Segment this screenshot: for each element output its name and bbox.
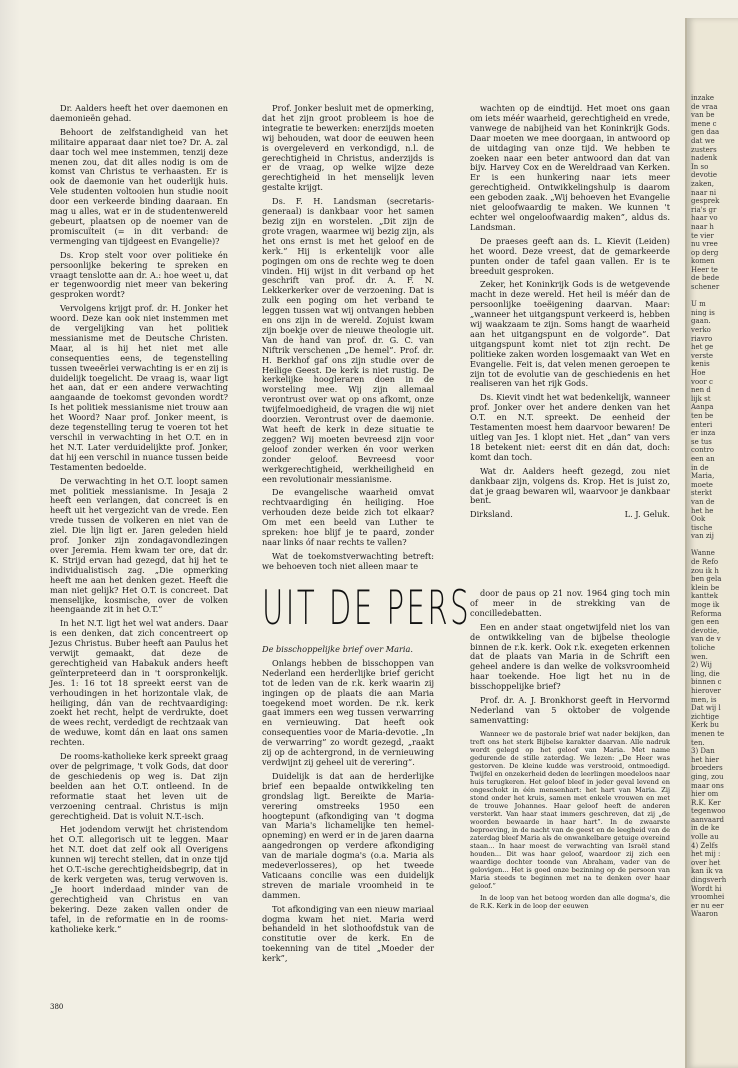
adjacent-page-line: gen een — [691, 618, 720, 627]
adjacent-page-line: zichtige — [691, 712, 720, 721]
adjacent-page-line: het he — [691, 506, 714, 515]
paragraph: Een en ander staat ongetwijfeld niet los van de ontwikkeling van de bijbelse theologie binnen de r.k. kerk. Ook r.k. exegeten erkennen dat de plaats van Maria in de Schrift een geheel andere is dan welke de volksvroomheid haar toekende. Hoe ligt het nu in de bisschoppelijke brief? — [470, 621, 670, 692]
adjacent-page-line: maar ons — [691, 781, 724, 790]
adjacent-page-line: naar ni — [691, 188, 717, 197]
adjacent-page-line: mene c — [691, 119, 717, 128]
adjacent-page-line: verko — [691, 326, 711, 335]
adjacent-page-line: van de v — [691, 635, 721, 644]
paragraph: De rooms-katholieke kerk spreekt graag over de pelgrimage, 't volk Gods, dat door de geschiedenis op weg is. Dat zijn beelden aan het O.T. ontleend. In de reformatie staat het leven uit de verzoening centraal. Christus is mijn gerechtigheid. Dat is voluit N.T.-isch. — [50, 751, 228, 821]
paragraph: De praeses geeft aan ds. L. Kievit (Leiden) het woord. Deze vreest, dat de gemarkeerde punten onder de tafel gaan vallen. Er is te breeduit gesproken. — [470, 235, 670, 276]
adjacent-page-line: ria's gr — [691, 205, 717, 214]
adjacent-page-line: moete — [691, 480, 713, 489]
paragraph: Prof. Jonker besluit met de opmerking, dat het zijn groot probleem is hoe de integratie te bewerken: enerzijds moeten wij behouden, wat door de eeuwen heen is overgeleverd en verkondigd, n.l. de gerechtigheid in Christus, anderzijds is er de vraag, op welke wijze deze gerechtigheid in het menselijk leven gestalte krijgt. — [262, 103, 434, 193]
adjacent-page-line: verste — [691, 351, 713, 360]
adjacent-page-line: zou ik h — [691, 566, 719, 575]
adjacent-page-line: van be — [691, 111, 715, 120]
adjacent-page-line: ten be — [691, 411, 714, 420]
adjacent-page-line: komen — [691, 257, 715, 266]
adjacent-page-line: kan ik va — [691, 867, 723, 876]
author-signature — [470, 510, 670, 520]
paragraph: Dr. Aalders heeft het over daemonen en daemonieën gehad. — [50, 103, 228, 123]
adjacent-page-line: kanttek — [691, 592, 718, 601]
adjacent-page-line: er inza — [691, 429, 716, 438]
paragraph: Zeker, het Koninkrijk Gods is de wetgevende macht in deze wereld. Het heil is méér dan de persoonlijke toeëigening daarvan. Maar: „wanneer het uitgangspunt verkeerd is, hebben wij waakzaam te zijn. Soms hangt de waarheid aan het uitgangspunt en de volgorde”. Dat uitgangspunt komt niet tot zijn recht. De politieke zaken worden losgemaakt van Wet en Evangelie. Feit is, dat velen menen geroepen te zijn tot de evolutie van de geschiedenis en het realiseren van het rijk Gods. — [470, 279, 670, 389]
adjacent-page-line: Dat wij l — [691, 704, 721, 713]
adjacent-page-line: er nu eer — [691, 901, 724, 910]
adjacent-page-line: naar h — [691, 222, 714, 231]
adjacent-page-line: van zij — [691, 532, 714, 541]
paragraph: In het N.T. ligt het wel wat anders. Daar is een denken, dat zich concentreert op Jezus Christus. Buber heeft aan Paulus het verwijt gemaakt, dat deze de gerechtigheid van Habakuk anders heeft geïnterpreteerd dan in 't oorspronkelijk. Jes. 1: 16 tot 18 spreekt eerst van de verhoudingen in het horizontale vlak, de heiliging, dán van de rechtvaardiging: zoekt het recht, helpt de verdrukte, doet de wees recht, verdedigt de rechtzaak van de weduwe, komt dán en laat ons samen rechten. — [50, 618, 228, 748]
adjacent-page-line: gen daa — [691, 128, 720, 137]
binding-gutter — [0, 0, 20, 1068]
adjacent-page-line: moge ik — [691, 601, 720, 610]
adjacent-page-line: tische — [691, 523, 713, 532]
adjacent-page-line: kenis — [691, 360, 710, 369]
adjacent-page-line — [687, 541, 738, 550]
adjacent-page-line: een an — [691, 454, 715, 463]
paragraph: Prof. dr. A. J. Bronkhorst geeft in Hervormd Nederland van 5 oktober de volgende samenvatting: — [470, 695, 670, 725]
adjacent-page-line: Maria, — [691, 472, 715, 481]
adjacent-page-line: toliche — [691, 644, 716, 652]
adjacent-page-line: 3) Dan — [691, 747, 715, 756]
adjacent-page-line: haar vo — [691, 214, 718, 223]
adjacent-page-line: het mij : — [691, 850, 721, 859]
quoted-passage: Wanneer we de pastorale brief wat nader bekijken, dan treft ons het sterk Bijbelse karakter daarvan. Alle nadruk wordt gelegd op het geloof van Maria. Met name gedurende de stille zaterdag. We lezen: „De Heer was gestorven. De kleine kudde was verstrooid, ontmoedigd. Twijfel en onzekerheid deden de leerlingen moedeloos naar huis terugkeren. Het geloof bleef in jeder geval levend en ongeschokt in één mensenhart: het hart van Maria. Zij stond onder het kruis, samen met enkele vrouwen en met de trouwe Johannes. Haar geloof heeft de anderen versterkt. Van haar staat immers geschreven, dat zij „de woorden bewaarde in haar hart”. In de zwaarste beproeving, in de nacht van de geest en de leegheid van de zaterdag bleef Maria als de onwankelbare getuige overeind staan... In haar moest de verwachting van Israël stand houden... Dit was haar geloof, waardoor zij zich een waardige dochter toonde van Abraham, vader van de gelovigen... Het is goed onze bezinning op de persoon van Maria steeds te beginnen met na te denken over haar geloof.” — [470, 729, 670, 890]
adjacent-page-line: menen te — [691, 729, 725, 738]
adjacent-page-line: riavro — [691, 334, 713, 343]
signature-name: L. J. Geluk. — [624, 509, 670, 520]
adjacent-page-line: binnen c — [691, 678, 722, 687]
adjacent-page-line: nen d — [691, 386, 711, 395]
adjacent-page-line: Heer te — [691, 265, 718, 274]
adjacent-page-line: Kerk bu — [691, 721, 719, 730]
text-column-3 — [470, 104, 670, 524]
paragraph: Onlangs hebben de bisschoppen van Nederland een herderlijke brief gericht tot de leden van de r.k. kerk waarin zij ingingen op de plaats die aan Maria toegekend moet worden. De r.k. kerk gaat immers een weg tussen verwarring en vernieuwing. Dat heeft ook consequenties voor de Maria-devotie. „In de verwarring” zo wordt gezegd, „raakt zij op de achtergrond, in de vernieuwing verdwijnt zij geheel uit de verering”. — [262, 657, 434, 767]
adjacent-page-line: het hier — [691, 755, 719, 764]
adjacent-page-line: de bede — [691, 274, 720, 283]
paragraph: Tot afkondiging van een nieuw mariaal dogma kwam het niet. Maria werd behandeld in het slothoofdstuk van de constitutie over de kerk. En de toekenning van de titel „Moeder der kerk”, — [262, 903, 434, 964]
adjacent-page-line: 2) Wij — [691, 661, 712, 670]
adjacent-page-line: Wordt hi — [691, 884, 722, 893]
adjacent-page-line: over het — [691, 858, 721, 867]
adjacent-page-line: de Refo — [691, 558, 719, 567]
adjacent-page-line: gesprek — [691, 197, 720, 206]
paragraph: Het jodendom verwijt het christendom het O.T. allegorisch uit te leggen. Maar het N.T. doet dat zelf ook all Overigens kunnen wij terecht stellen, dat in onze tijd het O.T.-ische gerechtigheidsbegrip, dat in de kerk vergeten was, terug verwoven is. „Je hoort inderdaad minder van de gerechtigheid van Christus en van bekering. Deze zaken vallen onder de tafel, in de reformatie en in de rooms-katholieke kerk.” — [50, 824, 228, 934]
adjacent-page-line: ten. — [691, 738, 705, 747]
adjacent-page-line: zaken, — [691, 179, 714, 188]
adjacent-page-line: ben gela — [691, 575, 722, 584]
adjacent-page-line: Aanpa — [691, 403, 714, 412]
adjacent-page-line: Ook — [691, 515, 706, 524]
adjacent-page-line: ning is — [691, 308, 715, 317]
adjacent-page-line: lijk st — [691, 394, 711, 403]
adjacent-page-line: U m — [691, 300, 706, 309]
paragraph: Behoort de zelfstandigheid van het militaire apparaat daar niet toe? Dr. A. zal daar toch wel mee instemmen, tenzij deze menen zou, dat dit alles nodig is om de komst van Christus te verhaasten. Er is ook de daemonie van het ouderlijk huis. Vele studenten voltooien hun studie nooit door een verkeerde binding daaraan. En mag u alles, wat er in de studentenwereld gebeurt, plaatsen op de noemer van de promiscuïteit (= in dit verband: de vermenging van tijdgeest en Evangelie)? — [50, 126, 228, 246]
adjacent-page-line: ging, zou — [691, 772, 724, 781]
paragraph: Wat dr. Aalders heeft gezegd, zou niet dankbaar zijn, volgens ds. Krop. Het is juist zo, dat je graag bewaren wil, waarvoor je dankbaar bent. — [470, 465, 670, 506]
adjacent-page-line: R.K. Ker — [691, 798, 721, 807]
adjacent-page-line: 4) Zelfs — [691, 841, 718, 850]
adjacent-page-line: enteri — [691, 420, 713, 429]
adjacent-page-line: te vier — [691, 231, 714, 240]
adjacent-page-line: zusters — [691, 145, 717, 154]
paragraph: Ds. F. H. Landsman (secretaris-generaal) is dankbaar voor het samen bezig zijn en worstelen. „Dit zijn de grote vragen, waarmee wij bezig zijn, als het ons ernst is met het geloof en de kerk.” Hij is erkentelijk voor alle pogingen om ons de rechte weg te doen vinden. Hij wijst in dit verband op het geschrift van prof. dr. A. F. N. Lekkerkerker over de verzoening. Dat is zulk een poging om het verband te leggen tussen wat wij ontvangen hebben en ons zijn in de wereld. Zojuist kwam zijn boekje over de nieuwe theologie uit. Van de hand van prof. dr. G. C. van Niftrik verschenen „De hemel”. Prof. dr. H. Berkhof gaf ons zijn studie over de Heilige Geest. De kerk is niet rustig. De kerkelijke hoogleraren doen in de worsteling mee. Wij zijn allemaal verontrust over wat op ons afkomt, onze twijfelmoedigheid, de vragen die wij niet doorzien. Verontrust over de daemonie. Wat heeft de kerk in deze situatie te zeggen? Wij moeten bevreesd zijn voor geloof zonder werken én voor werken zonder geloof. Bevreesd voor werkgerechtigheid, werkheiligheid en een revolutionair messianisme. — [262, 196, 434, 484]
adjacent-page-line — [687, 292, 738, 301]
adjacent-page-line: inzake — [691, 94, 714, 102]
text-column-2 — [262, 104, 434, 576]
adjacent-page-line: volle au — [691, 833, 719, 842]
paragraph: Wat de toekomstverwachting betreft: we behoeven toch niet alleen maar te — [262, 550, 434, 571]
adjacent-page-line: op derg — [691, 248, 719, 257]
text-column-1 — [50, 104, 228, 938]
adjacent-page-line: klein be — [691, 583, 720, 592]
adjacent-page-line: voor c — [691, 377, 713, 386]
adjacent-page-line: ling, die — [691, 669, 720, 678]
adjacent-page-line: Waaron — [691, 910, 719, 919]
paragraph: Duidelijk is dat aan de herderlijke brief een bepaalde ontwikkeling ten grondslag ligt. Bereikte de Maria-verering omstreeks 1950 een hoogtepunt (afkondiging van 't dogma van Maria's lichamelijke ten hemel-opneming) en werd er in de jaren daarna aangedrongen op verdere afkondiging van de mariale dogma's (o.a. Maria als medeverlosseres), op het tweede Vaticaans concilie was een duidelijk streven de mariale vroomheid in te dammen. — [262, 770, 434, 900]
page-number: 380 — [50, 1003, 64, 1011]
paragraph: De verwachting in het O.T. loopt samen met politiek messianisme. In Jesaja 2 heeft een verlangen, dat concreet is en heeft uit het vergezicht van de vrede. Een vrede tussen de volkeren en niet van de ziel. Die lijn ligt er. Jaren geleden hield prof. Jonker zijn zondagavondlezingen over Jeremia. Hem kwam ter ore, dat dr. K. Strijd ervan had gezegd, dat hij het te individualistisch zag. „Die opmerking heeft me aan het denken gezet. Heeft die man niet gelijk? Het O.T. is concreet. Dat menselijke, kosmische, over de volken heengaande zit in het O.T.” — [50, 475, 228, 615]
paragraph: De evangelische waarheid omvat rechtvaardiging én heiliging. Hoe verhouden deze beide zich tot elkaar? Om met een beeld van Luther te spreken: hoe blijf je te paard, zonder naar links óf naar rechts te vallen? — [262, 487, 434, 547]
adjacent-page-line: aanvaard — [691, 815, 724, 824]
adjacent-page-line: hier om — [691, 790, 719, 799]
adjacent-page-line: tegenwoo — [691, 807, 726, 816]
adjacent-page-line: de vraa — [691, 102, 718, 111]
paragraph: Ds. Kievit vindt het wat bedenkelijk, wanneer prof. Jonker over het andere denken van het O.T. en N.T. spreekt. De eenheid der Testamenten moest hem daarvoor bewaren! De uitleg van Jes. 1 klopt niet. Het „dan” van vers 18 betekent niet: eerst dit en dán dat, doch: komt dan toch. — [470, 392, 670, 462]
adjacent-page-line: gaan. — [691, 317, 711, 326]
adjacent-page-line: sterkt — [691, 489, 712, 498]
adjacent-page-line: devotie — [691, 171, 717, 180]
adjacent-page-line: nu vree — [691, 240, 718, 249]
adjacent-page-line: dingsverh — [691, 876, 727, 885]
adjacent-page-line: Hoe — [691, 369, 706, 377]
section-subheading: De bisschoppelijke brief over Maria. — [262, 644, 414, 654]
paragraph: Ds. Krop stelt voor over politieke én persoonlijke bekering te spreken en vraagt tenslotte aan dr. A.: hoe weet u, dat er tegenwoordig niet meer van bekering gesproken wordt? — [50, 249, 228, 300]
paragraph: Vervolgens krijgt prof. dr. H. Jonker het woord. Deze kan ook niet instemmen met de vergelijking van het politiek messianisme met de Deutsche Christen. Maar, al is hij het niet met alle consequenties eens, de tegenstelling tussen tweeërlei verwachting is er en zij is duidelijk toegelicht. De vraag is, waar ligt het aan, dat er een andere verwachting aangaande de toekomst gevonden wordt? Is het politiek messianisme niet trouw aan het Woord? Naar prof. Jonker meent, is deze tegenstelling terug te voeren tot het verschil in verwachting in het O.T. en in het N.T. Later verduidelijkte prof. Jonker, dat hij een verschil in nuance tussen beide Testamenten bedoelde. — [50, 303, 228, 472]
adjacent-page-line: Wanne — [691, 549, 715, 558]
paragraph: wachten op de eindtijd. Het moet ons gaan om iets méér waarheid, gerechtigheid en vrede, vanwege de nabijheid van het Koninkrijk Gods. Daar moeten we mee doorgaan, in antwoord op de uitdaging van onze tijd. We hebben te zoeken naar een beter antwoord dan dat van bijv. Harvey Cox en de Wereldraad van Kerken. Er is een hunkering naar iets meer gerechtigheid. Ontwikkelingshulp is daarom een geboden zaak. „Wij behoeven het Evangelie niet geloofwaardig te maken. We kunnen 't echter wel ongeloofwaardig maken”, aldus ds. Landsman. — [470, 103, 670, 232]
section-masthead: UIT DE PERS — [262, 581, 472, 636]
adjacent-page-line: broeders — [691, 764, 723, 773]
paragraph: door de paus op 21 nov. 1964 ging toch min of meer in de strekking van de concilledebatten. — [470, 588, 670, 618]
adjacent-page-line: contro — [691, 446, 715, 455]
adjacent-page-line: het ge — [691, 343, 714, 352]
adjacent-page-line: van de — [691, 497, 715, 506]
adjacent-page-line: dat we — [691, 136, 715, 145]
adjacent-page-line: nadenk — [691, 154, 718, 163]
adjacent-page-line: devotie, — [691, 626, 720, 635]
adjacent-page-edge — [685, 18, 738, 1068]
adjacent-page-line: men, is — [691, 695, 717, 704]
adjacent-page-line: wen. — [691, 652, 708, 661]
adjacent-page-line: in de — [691, 463, 709, 472]
paragraph: In de loop van het betoog worden dan alle dogma's, die de R.K. Kerk in de loop der eeuwen — [470, 893, 670, 910]
adjacent-page-line: hierover — [691, 686, 721, 695]
adjacent-page-line: se tus — [691, 437, 712, 446]
signature-place: Dirksland. — [470, 509, 513, 520]
adjacent-page-line: schener — [691, 283, 720, 292]
adjacent-page-line: vroomhei — [691, 893, 725, 902]
text-column-3-lower — [470, 589, 670, 914]
text-column-2-lower — [262, 645, 434, 968]
adjacent-page-line: in de ke — [691, 824, 720, 833]
adjacent-page-line: In so — [691, 162, 709, 171]
adjacent-page-line: Reforma — [691, 609, 722, 618]
